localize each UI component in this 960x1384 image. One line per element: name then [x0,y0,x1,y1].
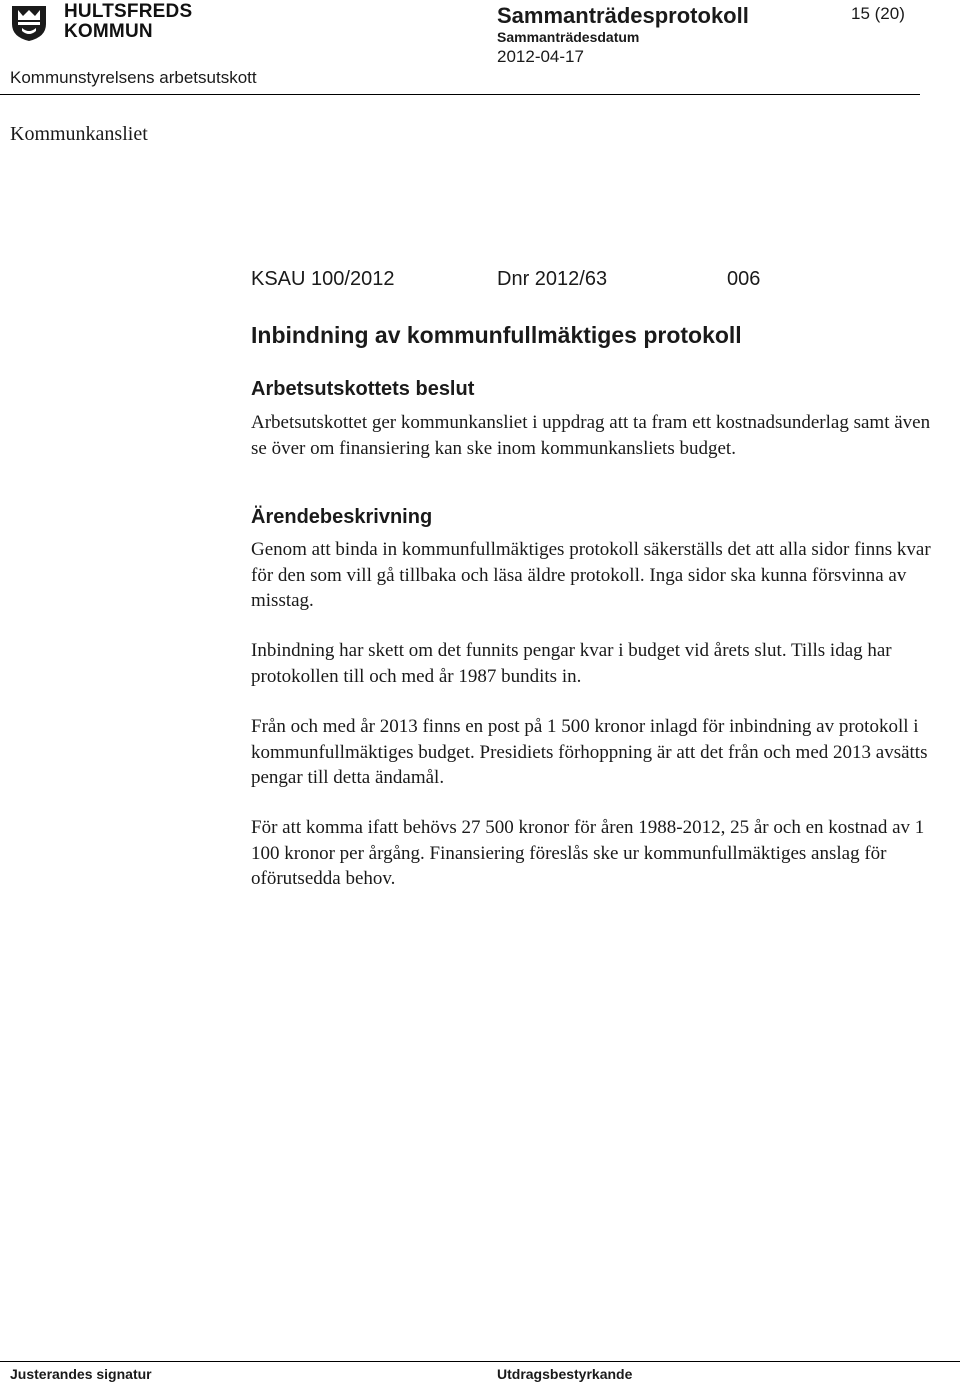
case-reference: KSAU 100/2012 [251,268,395,290]
header-divider [0,94,920,95]
logo-line-2: KOMMUN [64,21,153,42]
logo-line-1: HULTSFREDS [64,1,193,22]
signature-label: Justerandes signatur [10,1366,152,1382]
description-paragraph-1: Genom att binda in kommunfullmäktiges protokoll säkerställs det att alla sidor finns kvar för den som vill gå tillbaka och läsa äldre protokoll. Inga sidor ska kunna försvinna av misstag. [251,539,931,611]
case-reference-line [251,268,760,291]
description-paragraph-4: För att komma ifatt behövs 27 500 kronor för åren 1988-2012, 25 år och en kostnad av 1 100 kronor per årgång. Finansiering föreslås ske ur kommunfullmäktiges anslag för oförutsedda behov. [251,817,925,889]
page-number: 15 (20) [851,4,905,23]
case-code: 006 [727,268,761,290]
committee-name: Kommunstyrelsens arbetsutskott [10,68,257,87]
case-dnr: Dnr 2012/63 [497,268,608,290]
decision-text: Arbetsutskottet ger kommunkansliet i uppdrag att ta fram ett kostnadsunderlag samt även se över om finansiering kan ske inom kommunkansliets budget. [251,412,931,459]
extract-label: Utdragsbestyrkande [497,1366,633,1382]
case-title: Inbindning av kommunfullmäktiges protokoll [251,322,742,348]
description-paragraph-3: Från och med år 2013 finns en post på 1 500 kronor inlagd för inbindning av protokoll i kommunfullmäktiges budget. Presidiets förhoppning är att det från och med 2013 avsätts pengar till detta ändamål. [251,716,928,788]
municipality-logo [10,1,193,42]
description-heading: Ärendebeskrivning [251,506,433,528]
footer-divider [0,1361,960,1362]
protocol-title: Sammanträdesprotokoll [497,3,749,28]
meeting-date: 2012-04-17 [497,47,584,66]
meeting-date-label: Sammanträdesdatum [497,29,640,45]
department-name: Kommunkansliet [10,123,148,145]
municipal-crest-icon [10,4,48,42]
logo-wordmark [64,2,192,42]
decision-heading: Arbetsutskottets beslut [251,378,475,400]
description-paragraph-2: Inbindning har skett om det funnits pengar kvar i budget vid årets slut. Tills idag har protokollen till och med år 1987 bundits in. [251,640,892,687]
